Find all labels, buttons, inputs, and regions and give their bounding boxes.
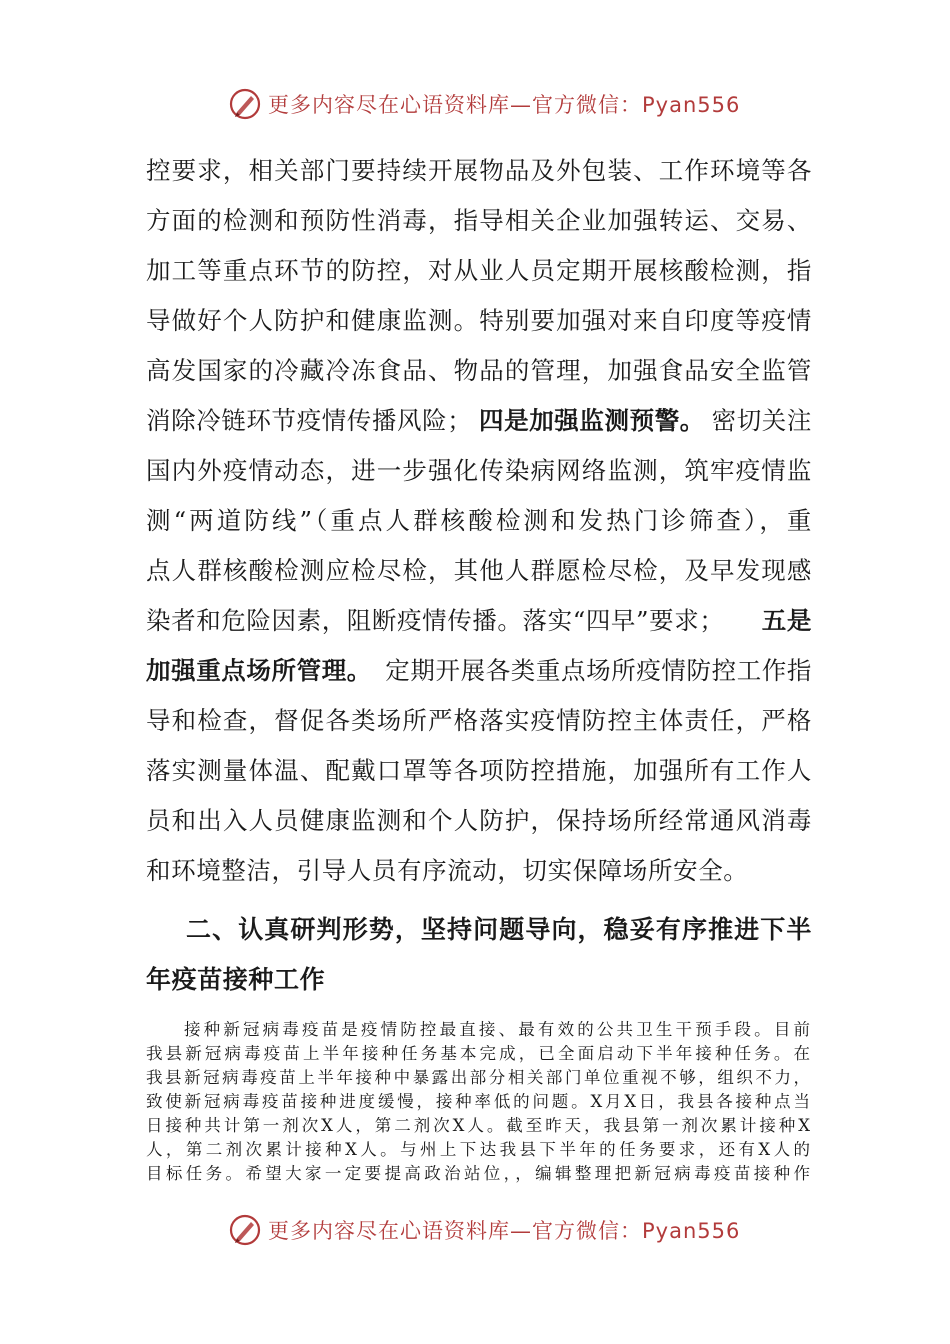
text-span: 密切关注 <box>711 406 812 435</box>
heading-line: 二、认真研判形势，坚持问题导向，稳妥有序推进下半 <box>186 915 812 944</box>
text-span: 染者和危险因素，阻断疫情传播。落实“四早”要求； <box>146 606 725 635</box>
point-four-heading: 四是加强监测预警。 <box>479 406 705 435</box>
body-text <box>146 146 812 896</box>
pen-logo-icon <box>228 87 262 121</box>
paragraph-line: 目标任务。希望大家一定要提高政治站位，，编辑整理把新冠病毒疫苗接种作 <box>146 1164 810 1183</box>
watermark-text: 更多内容尽在心语资料库—官方微信：Pyan556 <box>268 93 741 117</box>
text-line: 加工等重点环节的防控，对从业人员定期开展核酸检测，指 <box>146 256 812 285</box>
watermark-header <box>228 86 740 122</box>
paragraph-line: 我县新冠病毒疫苗上半年接种中暴露出部分相关部门单位重视不够，组织不力， <box>146 1068 810 1087</box>
text-line: 点人群核酸检测应检尽检，其他人群愿检尽检，及早发现感 <box>146 556 812 585</box>
point-five-label: 五是 <box>761 606 812 635</box>
watermark-footer <box>228 1212 740 1248</box>
paragraph-line: 我县新冠病毒疫苗上半年接种任务基本完成，已全面启动下半年接种任务。在 <box>146 1044 810 1063</box>
text-line: 高发国家的冷藏冷冻食品、物品的管理，加强食品安全监管 <box>146 356 812 385</box>
section-heading <box>146 905 812 1005</box>
vaccine-paragraph <box>146 1018 810 1186</box>
text-line: 方面的检测和预防性消毒，指导相关企业加强转运、交易、 <box>146 206 812 235</box>
pen-logo-icon <box>228 1213 262 1247</box>
text-line: 国内外疫情动态，进一步强化传染病网络监测，筑牢疫情监 <box>146 456 812 485</box>
paragraph-line: 接种新冠病毒疫苗是疫情防控最直接、最有效的公共卫生干预手段。目前 <box>184 1020 810 1039</box>
watermark-text: 更多内容尽在心语资料库—官方微信：Pyan556 <box>268 1219 741 1243</box>
text-line: 落实测量体温、配戴口罩等各项防控措施，加强所有工作人 <box>146 756 812 785</box>
paragraph-line: 日接种共计第一剂次X人，第二剂次X人。截至昨天，我县第一剂次累计接种X <box>146 1116 810 1135</box>
text-line <box>146 646 812 696</box>
paragraph-line: 致使新冠病毒疫苗接种进度缓慢，接种率低的问题。X月X日，我县各接种点当 <box>146 1092 810 1111</box>
text-line <box>146 396 812 446</box>
text-line: 员和出入人员健康监测和个人防护，保持场所经常通风消毒 <box>146 806 812 835</box>
paragraph-line: 人，第二剂次累计接种X人。与州上下达我县下半年的任务要求，还有X人的 <box>146 1140 810 1159</box>
text-line: 控要求，相关部门要持续开展物品及外包装、工作环境等各 <box>146 156 812 185</box>
text-line: 测“两道防线”（重点人群核酸检测和发热门诊筛查），重 <box>146 506 812 535</box>
text-line: 和环境整洁，引导人员有序流动，切实保障场所安全。 <box>146 856 749 885</box>
heading-line: 年疫苗接种工作 <box>146 965 326 994</box>
point-five-heading: 加强重点场所管理。 <box>146 656 372 685</box>
text-span: 消除冷链环节疫情传播风险； <box>146 406 473 435</box>
text-span: 定期开展各类重点场所疫情防控工作指 <box>385 656 812 685</box>
text-line <box>146 596 812 646</box>
text-line: 导做好个人防护和健康监测。特别要加强对来自印度等疫情 <box>146 306 812 335</box>
text-line: 导和检查，督促各类场所严格落实疫情防控主体责任，严格 <box>146 706 812 735</box>
